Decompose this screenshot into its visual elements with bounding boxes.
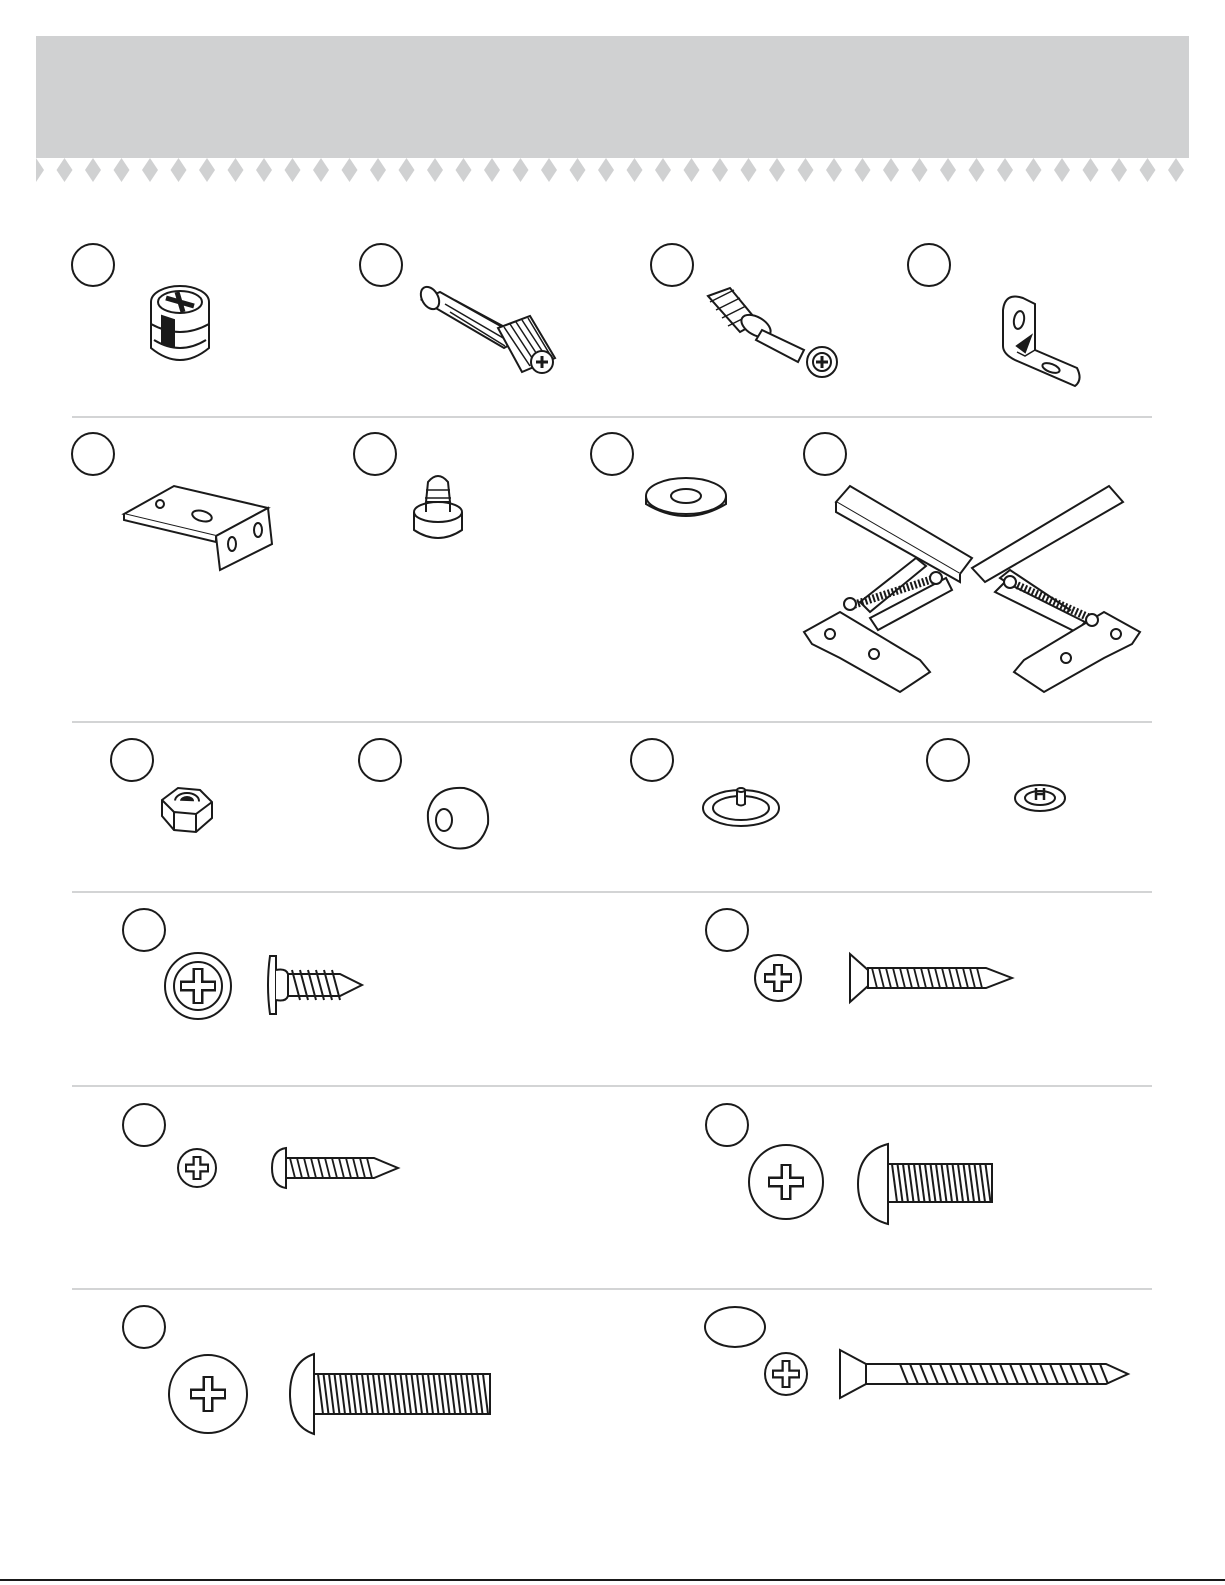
part-callout-cam-lock xyxy=(71,243,115,287)
part-callout-cam-bolt xyxy=(650,243,694,287)
part-callout-lift-hinge xyxy=(803,432,847,476)
part-callout-washer xyxy=(590,432,634,476)
angle-bracket-icon xyxy=(120,478,280,573)
part-callout-flat-head-screw xyxy=(705,908,749,952)
l-bracket-icon xyxy=(995,290,1085,390)
cam-bolt-icon xyxy=(700,280,845,380)
part-callout-expanding-dowel xyxy=(359,243,403,287)
cam-lock-icon xyxy=(140,280,220,375)
page-bottom-rule xyxy=(0,1579,1225,1581)
lock-nut-icon xyxy=(156,784,216,836)
shelf-pin-icon xyxy=(408,472,468,547)
header-gray-band xyxy=(36,36,1189,150)
part-callout-truss-screw-long xyxy=(122,1305,166,1349)
diamond-shape xyxy=(36,158,44,182)
wood-screw-top-icon xyxy=(762,1350,810,1398)
washer-head-screw-icon xyxy=(264,952,364,1018)
truss-screw-long-icon xyxy=(288,1352,498,1436)
wood-screw-icon xyxy=(836,1348,1132,1400)
small-glide-icon xyxy=(1012,780,1068,814)
part-callout-truss-screw xyxy=(705,1103,749,1147)
flat-head-screw-top-icon xyxy=(752,952,804,1004)
washer-icon xyxy=(642,474,730,526)
truss-screw-top-icon xyxy=(746,1142,826,1222)
truss-screw-long-top-icon xyxy=(166,1352,250,1436)
expanding-dowel-icon xyxy=(410,282,560,377)
row-divider-4 xyxy=(72,1085,1152,1087)
page-header-band xyxy=(36,36,1189,186)
truss-screw-icon xyxy=(856,1142,996,1226)
row-divider-2 xyxy=(72,721,1152,723)
row-divider-3 xyxy=(72,891,1152,893)
diamond-pattern-strip xyxy=(36,150,1189,186)
bumper-icon xyxy=(424,782,494,854)
pan-head-screw-icon xyxy=(270,1146,400,1190)
pan-head-screw-top-icon xyxy=(175,1146,219,1190)
part-callout-small-glide xyxy=(926,738,970,782)
part-callout-bumper xyxy=(358,738,402,782)
part-callout-wood-screw xyxy=(704,1306,766,1348)
row-divider-1 xyxy=(72,416,1152,418)
part-callout-shelf-pin xyxy=(353,432,397,476)
part-callout-wide-l-bracket xyxy=(71,432,115,476)
flat-head-screw-icon xyxy=(846,952,1016,1004)
washer-head-screw-top-icon xyxy=(162,950,234,1022)
part-callout-large-glide xyxy=(630,738,674,782)
part-callout-pan-head-screw xyxy=(122,1103,166,1147)
spring-hinge-icon xyxy=(800,482,1145,707)
glide-icon xyxy=(700,780,782,830)
part-callout-washer-head-screw xyxy=(122,908,166,952)
part-callout-small-l-bracket xyxy=(907,243,951,287)
part-callout-lock-nut xyxy=(110,738,154,782)
row-divider-5 xyxy=(72,1288,1152,1290)
